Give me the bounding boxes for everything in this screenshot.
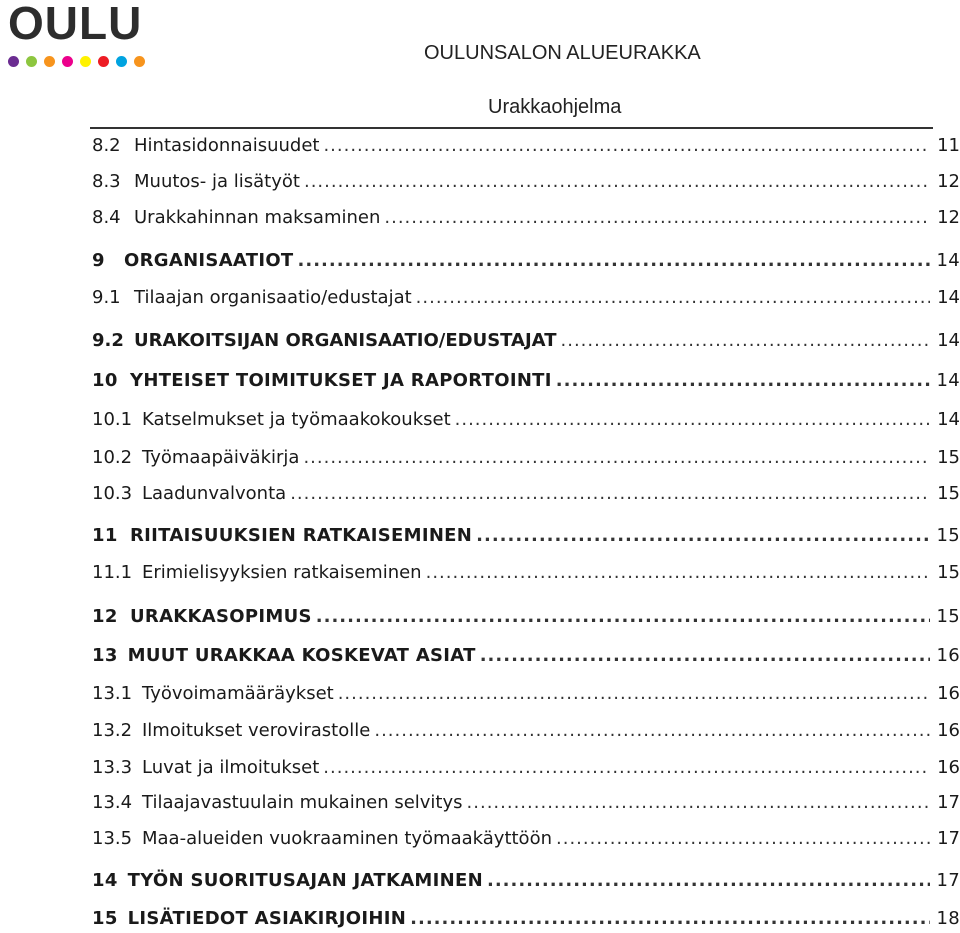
toc-entry-title: Maa-alueiden vuokraaminen työmaakäyttöön [142, 828, 552, 849]
toc-entry-title: Katselmukset ja työmaakokoukset [142, 409, 451, 430]
toc-entry[interactable] [92, 828, 960, 849]
toc-entry[interactable] [92, 483, 960, 504]
toc-entry-title: ORGANISAATIOT [124, 250, 294, 271]
toc-dot-leader [316, 606, 930, 627]
toc-entry-title: Hintasidonnaisuudet [134, 135, 320, 156]
toc-page-number: 14 [937, 409, 960, 430]
toc-dot-leader [416, 287, 930, 308]
toc-page-number: 14 [936, 370, 960, 391]
toc-page-number: 11 [937, 135, 960, 156]
toc-dot-leader [323, 135, 930, 156]
logo-dot [62, 56, 73, 67]
toc-dot-leader [556, 370, 930, 391]
toc-entry-title: Erimielisyyksien ratkaiseminen [142, 562, 422, 583]
toc-page-number: 12 [937, 171, 960, 192]
toc-entry-title: Laadunvalvonta [142, 483, 287, 504]
toc-entry-number: 15 [92, 908, 118, 929]
toc-page-number: 14 [936, 250, 960, 271]
toc-entry-number: 10.3 [92, 483, 133, 504]
toc-dot-leader [556, 828, 930, 849]
toc-entry[interactable] [92, 135, 960, 156]
toc-page-number: 17 [936, 870, 960, 891]
toc-page-number: 14 [937, 330, 960, 351]
toc-entry-number: 13 [92, 645, 118, 666]
toc-entry-number: 8.4 [92, 207, 121, 228]
toc-page-number: 18 [936, 908, 960, 929]
toc-entry[interactable] [92, 330, 960, 351]
toc-dot-leader [298, 250, 930, 271]
toc-entry[interactable] [92, 792, 960, 813]
toc-entry-title: URAKOITSIJAN ORGANISAATIO/EDUSTAJAT [134, 330, 557, 351]
toc-entry[interactable] [92, 250, 960, 271]
toc-entry-number: 14 [92, 870, 118, 891]
toc-entry-number: 8.3 [92, 171, 121, 192]
toc-entry-number: 8.2 [92, 135, 121, 156]
toc-entry-title: Työvoimamääräykset [142, 683, 334, 704]
toc-page-number: 16 [936, 645, 960, 666]
toc-page-number: 16 [937, 720, 960, 741]
toc-entry[interactable] [92, 171, 960, 192]
toc-dot-leader [290, 483, 930, 504]
toc-dot-leader [374, 720, 930, 741]
logo-dot [134, 56, 145, 67]
toc-entry-number: 9.1 [92, 287, 121, 308]
toc-page-number: 17 [937, 792, 960, 813]
header-divider [90, 127, 933, 129]
logo-dot [98, 56, 109, 67]
toc-entry-number: 13.4 [92, 792, 133, 813]
header-title: OULUNSALON ALUEURAKKA [424, 42, 701, 64]
toc-entry[interactable] [92, 870, 960, 891]
toc-entry[interactable] [92, 370, 960, 391]
toc-entry-title: Tilaajavastuulain mukainen selvitys [142, 792, 463, 813]
toc-entry-title: MUUT URAKKAA KOSKEVAT ASIAT [127, 645, 476, 666]
toc-entry-title: RIITAISUUKSIEN RATKAISEMINEN [130, 525, 473, 546]
toc-entry[interactable] [92, 606, 960, 627]
logo-dot [26, 56, 37, 67]
toc-page-number: 15 [937, 483, 960, 504]
toc-entry-title: Työmaapäiväkirja [142, 447, 300, 468]
toc-entry-title: Muutos- ja lisätyöt [134, 171, 300, 192]
header-subtitle: Urakkaohjelma [488, 96, 622, 118]
logo-dot [44, 56, 55, 67]
logo-color-dots [8, 56, 145, 67]
toc-page-number: 17 [937, 828, 960, 849]
toc-entry-number: 9.2 [92, 330, 124, 351]
toc-dot-leader [323, 757, 930, 778]
toc-page-number: 15 [937, 562, 960, 583]
toc-dot-leader [303, 447, 930, 468]
toc-entry[interactable] [92, 562, 960, 583]
toc-entry-number: 10 [92, 370, 118, 391]
toc-entry-number: 12 [92, 606, 118, 627]
logo-wordmark: OULU [8, 0, 143, 49]
toc-entry-title: Urakkahinnan maksaminen [134, 207, 381, 228]
toc-dot-leader [487, 870, 930, 891]
toc-dot-leader [410, 908, 930, 929]
toc-entry-number: 13.3 [92, 757, 133, 778]
toc-dot-leader [467, 792, 930, 813]
toc-entry[interactable] [92, 409, 960, 430]
logo-dot [116, 56, 127, 67]
toc-entry-number: 9 [92, 250, 105, 271]
toc-entry-title: Tilaajan organisaatio/edustajat [134, 287, 412, 308]
toc-entry-title: YHTEISET TOIMITUKSET JA RAPORTOINTI [130, 370, 552, 391]
toc-dot-leader [338, 683, 930, 704]
toc-dot-leader [476, 525, 930, 546]
toc-dot-leader [480, 645, 930, 666]
toc-entry[interactable] [92, 525, 960, 546]
toc-page-number: 16 [937, 683, 960, 704]
toc-page-number: 15 [936, 606, 960, 627]
logo-dot [8, 56, 19, 67]
toc-entry-number: 11 [92, 525, 118, 546]
toc-dot-leader [426, 562, 930, 583]
toc-entry-number: 13.5 [92, 828, 133, 849]
toc-dot-leader [304, 171, 930, 192]
toc-entry-number: 13.2 [92, 720, 133, 741]
toc-entry[interactable] [92, 908, 960, 929]
toc-page-number: 15 [936, 525, 960, 546]
toc-dot-leader [455, 409, 930, 430]
toc-entry-title: LISÄTIEDOT ASIAKIRJOIHIN [127, 908, 407, 929]
toc-entry-title: TYÖN SUORITUSAJAN JATKAMINEN [127, 870, 483, 891]
toc-entry[interactable] [92, 447, 960, 468]
toc-page-number: 14 [937, 287, 960, 308]
toc-entry-number: 10.1 [92, 409, 133, 430]
toc-dot-leader [384, 207, 930, 228]
toc-entry-number: 11.1 [92, 562, 133, 583]
oulu-logo [8, 0, 145, 67]
toc-entry-title: Ilmoitukset verovirastolle [142, 720, 371, 741]
logo-dot [80, 56, 91, 67]
toc-entry-number: 13.1 [92, 683, 133, 704]
toc-entry-number: 10.2 [92, 447, 133, 468]
toc-entry-title: Luvat ja ilmoitukset [142, 757, 320, 778]
toc-entry[interactable] [92, 720, 960, 741]
toc-page-number: 12 [937, 207, 960, 228]
toc-page-number: 16 [937, 757, 960, 778]
toc-dot-leader [561, 330, 931, 351]
toc-entry[interactable] [92, 683, 960, 704]
toc-entry[interactable] [92, 207, 960, 228]
toc-entry-title: URAKKASOPIMUS [130, 606, 312, 627]
toc-entry[interactable] [92, 645, 960, 666]
toc-entry[interactable] [92, 287, 960, 308]
toc-page-number: 15 [937, 447, 960, 468]
toc-entry[interactable] [92, 757, 960, 778]
